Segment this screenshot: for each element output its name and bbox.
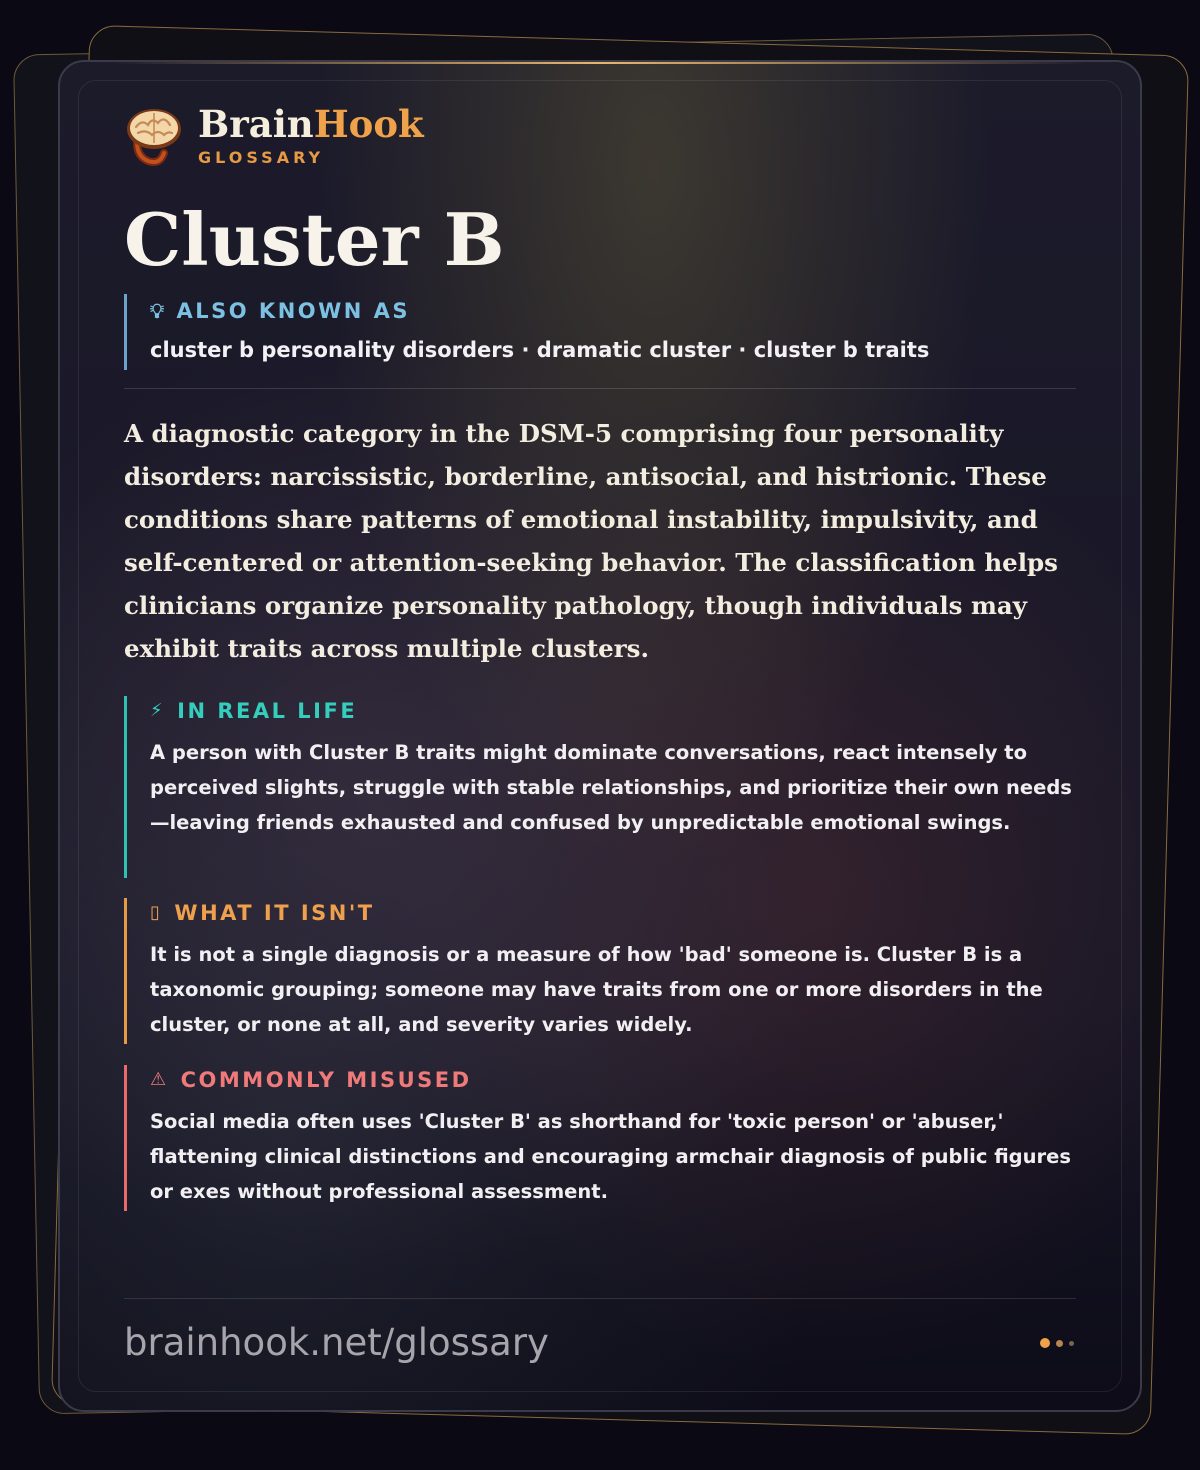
dot-icon <box>1056 1340 1063 1347</box>
also-known-as-heading: ALSO KNOWN AS <box>176 299 411 323</box>
dot-icon <box>1040 1338 1050 1348</box>
section-heading: COMMONLY MISUSED <box>180 1068 472 1092</box>
divider <box>124 388 1076 389</box>
term-title: Cluster B <box>124 197 505 282</box>
section-what-it-isnt <box>124 898 1076 1044</box>
warning-icon: ⚠ <box>150 1069 169 1090</box>
lightbulb-icon: 💡︎ <box>150 299 167 323</box>
section-heading: IN REAL LIFE <box>177 699 358 723</box>
brand-header <box>124 104 424 167</box>
also-known-as-block <box>124 294 1076 370</box>
section-body: It is not a single diagnosis or a measure of how 'bad' someone is. Cluster B is a taxonomic grouping; someone may have traits from one or more disorders in the cluster, or none at all, and severity varies widely. <box>150 943 1043 1036</box>
also-known-as-text: cluster b personality disorders · dramatic cluster · cluster b traits <box>150 338 930 362</box>
pagination-dots <box>1040 1338 1080 1348</box>
footer-url: brainhook.net/glossary <box>124 1321 549 1364</box>
section-commonly-misused <box>124 1065 1076 1211</box>
section-heading: WHAT IT ISN'T <box>174 901 375 925</box>
missing-glyph-icon: ▯ <box>150 902 163 923</box>
section-body: A person with Cluster B traits might dominate conversations, react intensely to perceived slights, struggle with stable relationships, and prioritize their own needs—leaving friends exhausted and confused by unpredictable emotional swings. <box>150 741 1072 834</box>
term-definition: A diagnostic category in the DSM-5 comprising four personality disorders: narcissistic, borderline, antisocial, and histrionic. These conditions share patterns of emotional instability, impulsivity, and self-centered or attention-seeking behavior. The classification helps clinicians organize personality pathology, though individuals may exhibit traits across multiple clusters. <box>124 419 1058 663</box>
section-in-real-life <box>124 696 1076 878</box>
dot-icon <box>1069 1341 1074 1346</box>
brand-subtitle: GLOSSARY <box>198 148 325 167</box>
brand-name: BrainHook <box>198 102 424 146</box>
glossary-card <box>58 60 1142 1412</box>
brain-hook-logo-icon <box>124 105 184 167</box>
footer-divider <box>124 1298 1076 1299</box>
lightning-icon: ⚡ <box>150 700 166 721</box>
section-body: Social media often uses 'Cluster B' as shorthand for 'toxic person' or 'abuser,' flattening clinical distinctions and encouraging armchair diagnosis of public figures or exes without professional assessment. <box>150 1110 1071 1203</box>
